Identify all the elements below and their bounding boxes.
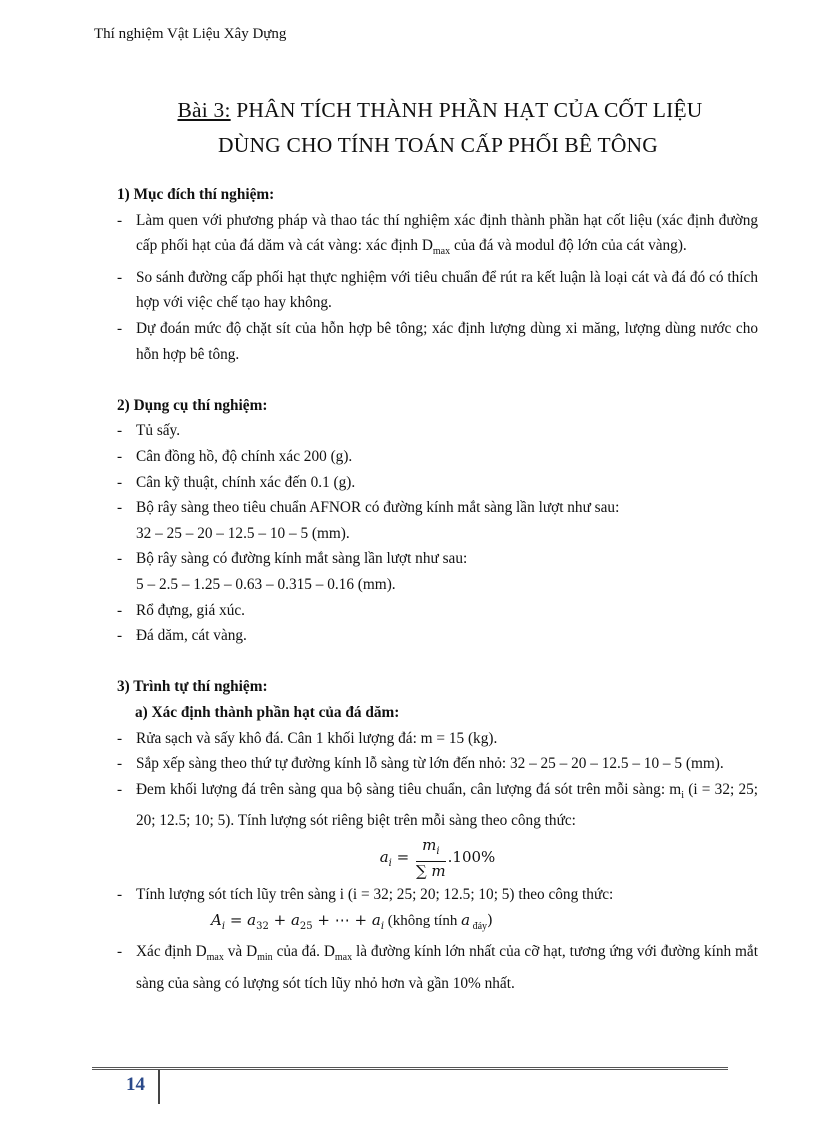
lesson-title-line2: DÙNG CHO TÍNH TOÁN CẤP PHỐI BÊ TÔNG <box>217 133 658 157</box>
subsection-heading-gravel: a) Xác định thành phần hạt của đá dăm: <box>135 703 400 721</box>
formula-individual-retained: $a_i$ = $\frac{m_i}{\sum m}$ .100% <box>379 835 496 880</box>
list-item: - Rổ đựng, giá xúc. <box>117 601 245 619</box>
list-item: - So sánh đường cấp phối hạt thực nghiệm với tiêu chuẩn để rút ra kết luận là loại cát và đá đó có thích hợp với việc chế tạo hay không. <box>117 268 758 312</box>
list-item: - Xác định $D_{max}$ và $D_{min}$ của đá. $D_{max}$ là đường kính lớn nhất của cỡ hạt, tương ứng với đường kính mắt sàng của sàng có lượng sót tích lũy nhỏ hơn và gần 10% nhất. <box>117 943 758 992</box>
section-heading-equipment: 2) Dụng cụ thí nghiệm: <box>117 396 268 414</box>
list-item: - Làm quen với phương pháp và thao tác thí nghiệm xác định thành phần hạt cốt liệu (xác định đường cấp phối hạt của đá dăm và cát vàng: xác định $D_{max}$ của đá và modul độ lớn của cát vàng). <box>117 211 758 258</box>
list-item: - Dự đoán mức độ chặt sít của hỗn hợp bê tông; xác định lượng dùng xi măng, lượng dùng nước cho hỗn hợp bê tông. <box>117 320 758 363</box>
list-item: - Rửa sạch và sấy khô đá. Cân 1 khối lượng đá: m = 15 (kg). <box>117 729 498 747</box>
sieve-sizes-afnor: 32 – 25 – 20 – 12.5 – 10 – 5 (mm). <box>136 524 350 542</box>
list-item: - Đá dăm, cát vàng. <box>117 627 247 645</box>
list-item: - Đem khối lượng đá trên sàng qua bộ sàng tiêu chuẩn, cân lượng đá sót trên mỗi sàng: $m_i$ (i = 32; 25; 20; 12.5; 10; 5). Tính lượng sót riêng biệt trên mỗi sàng theo công thức: <box>117 780 758 830</box>
section-heading-purpose: 1) Mục đích thí nghiệm: <box>117 186 275 203</box>
page-number: 14 <box>126 1074 145 1095</box>
sieve-sizes-sand: 5 – 2.5 – 1.25 – 0.63 – 0.315 – 0.16 (mm). <box>136 575 396 593</box>
list-item: - Tính lượng sót tích lũy trên sàng i (i = 32; 25; 20; 12.5; 10; 5) theo công thức: <box>117 885 614 903</box>
list-item: - Sắp xếp sàng theo thứ tự đường kính lỗ sàng từ lớn đến nhỏ: 32 – 25 – 20 – 12.5 – 10 – 5 (mm). <box>117 755 724 773</box>
formula-cumulative-retained: $A_i = a_{32} + a_{25}$ + ⋯ + $a_i$ (không tính a $_{đáy}$) <box>211 910 493 932</box>
document-body <box>117 182 758 996</box>
lesson-title-text1: PHÂN TÍCH THÀNH PHẦN HẠT CỦA CỐT LIỆU <box>230 98 703 122</box>
lesson-title-line1 <box>90 98 790 123</box>
running-header: Thí nghiệm Vật Liệu Xây Dựng <box>94 26 287 42</box>
list-item: - Cân kỹ thuật, chính xác đến 0.1 (g). <box>117 473 356 491</box>
list-item: - Cân đồng hồ, độ chính xác 200 (g). <box>117 447 353 465</box>
section-heading-procedure: 3) Trình tự thí nghiệm: <box>117 678 268 696</box>
list-item: - Bộ rây sàng theo tiêu chuẩn AFNOR có đường kính mắt sàng lần lượt như sau: <box>117 499 620 517</box>
lesson-number: Bài 3: <box>177 98 231 122</box>
footer-vertical-bar <box>158 1070 160 1104</box>
footer-divider <box>92 1067 728 1070</box>
list-item: - Tủ sấy. <box>117 422 181 440</box>
list-item: - Bộ rây sàng có đường kính mắt sàng lần lượt như sau: <box>117 550 468 568</box>
